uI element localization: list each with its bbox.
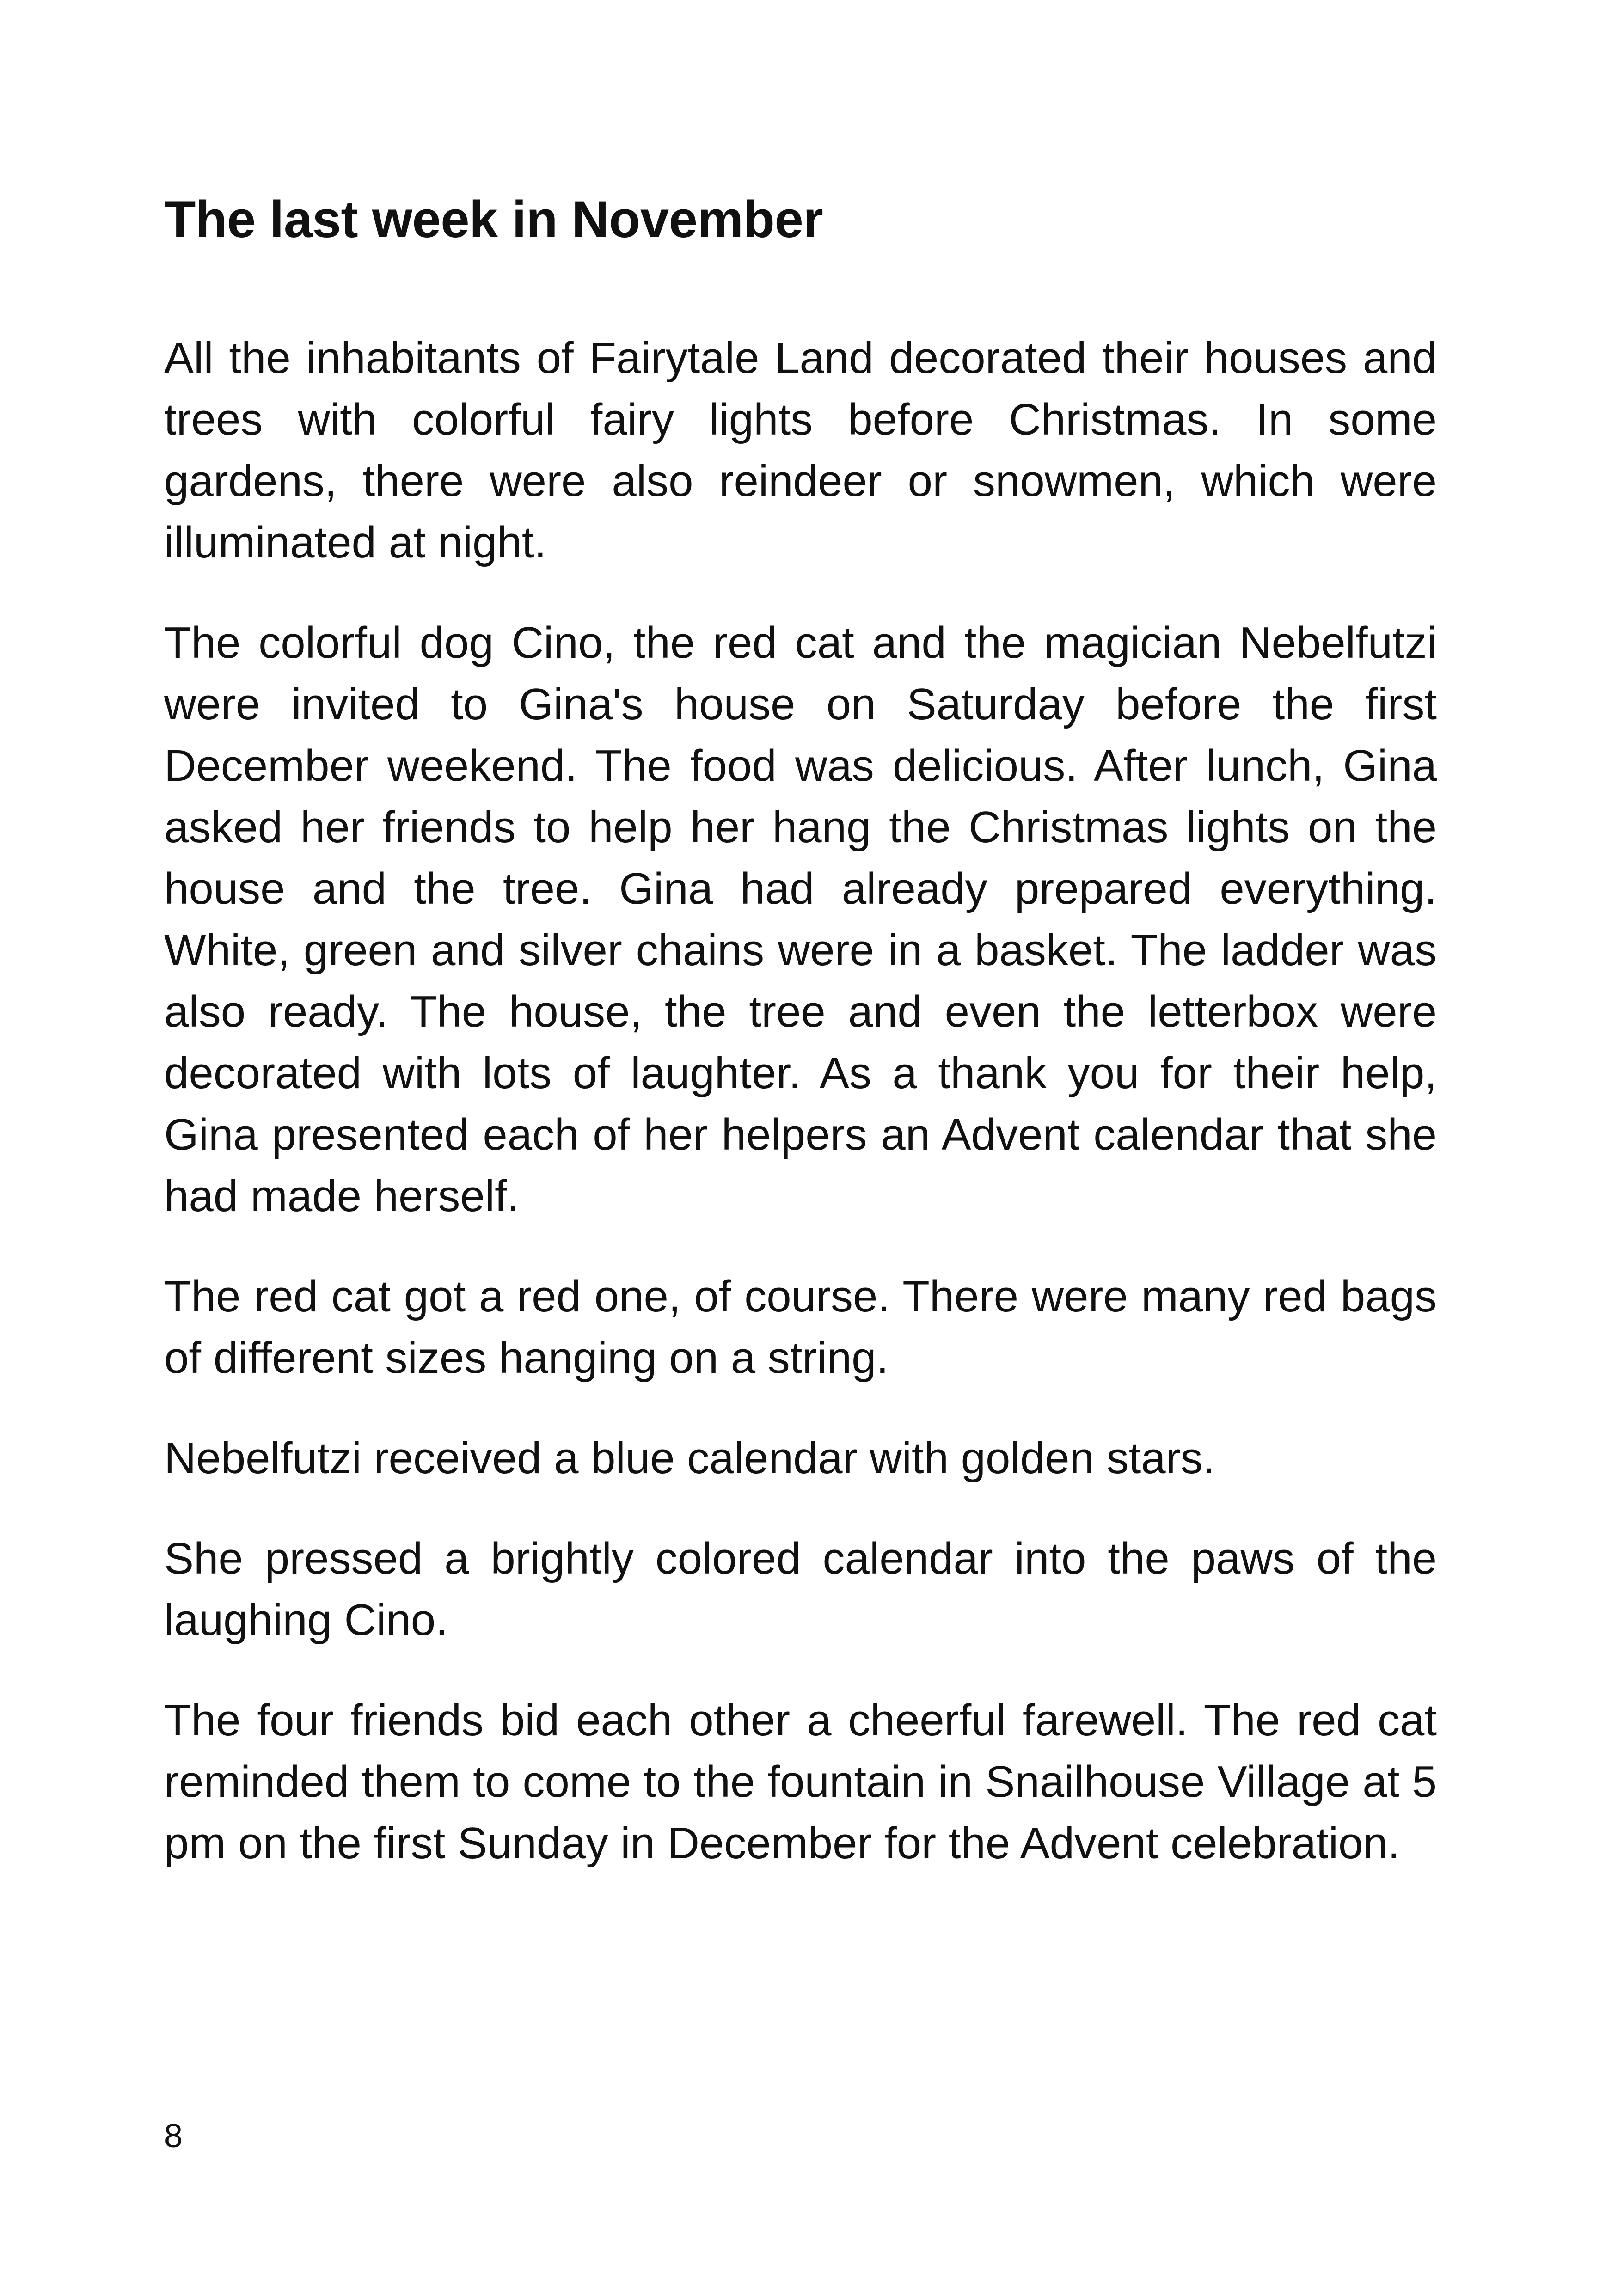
paragraph-3: The red cat got a red one, of course. There were many red bags of different sizes hanging on a string. xyxy=(164,1272,1437,1383)
page-number: 8 xyxy=(164,2118,183,2155)
paragraph-2: The colorful dog Cino, the red cat and the magician Nebelfutzi were invited to Gina's house on Saturday before the first December weekend. The food was delicious. After lunch, Gina asked her friends to help her hang the Christmas lights on the house and the tree. Gina had already prepared everything. White, green and silver chains were in a basket. The ladder was also ready. The house, the tree and even the letterbox were decorated with lots of laughter. As a thank you for their help, Gina presented each of her helpers an Advent calendar that she had made herself. xyxy=(164,618,1437,1221)
body-text xyxy=(164,327,1437,1913)
paragraph-6: The four friends bid each other a cheerful farewell. The red cat reminded them to come to the fountain in Snailhouse Village at 5 pm on the first Sunday in December for the Advent celebration. xyxy=(164,1696,1437,1868)
document-page xyxy=(164,0,1437,2296)
paragraph-5: She pressed a brightly colored calendar into the paws of the laughing Cino. xyxy=(164,1534,1437,1645)
paragraph-4: Nebelfutzi received a blue calendar with golden stars. xyxy=(164,1433,1215,1483)
paragraph-1: All the inhabitants of Fairytale Land decorated their houses and trees with colorful fairy lights before Christmas. In some gardens, there were also reindeer or snowmen, which were illuminated at night. xyxy=(164,333,1437,567)
chapter-title: The last week in November xyxy=(164,190,823,248)
